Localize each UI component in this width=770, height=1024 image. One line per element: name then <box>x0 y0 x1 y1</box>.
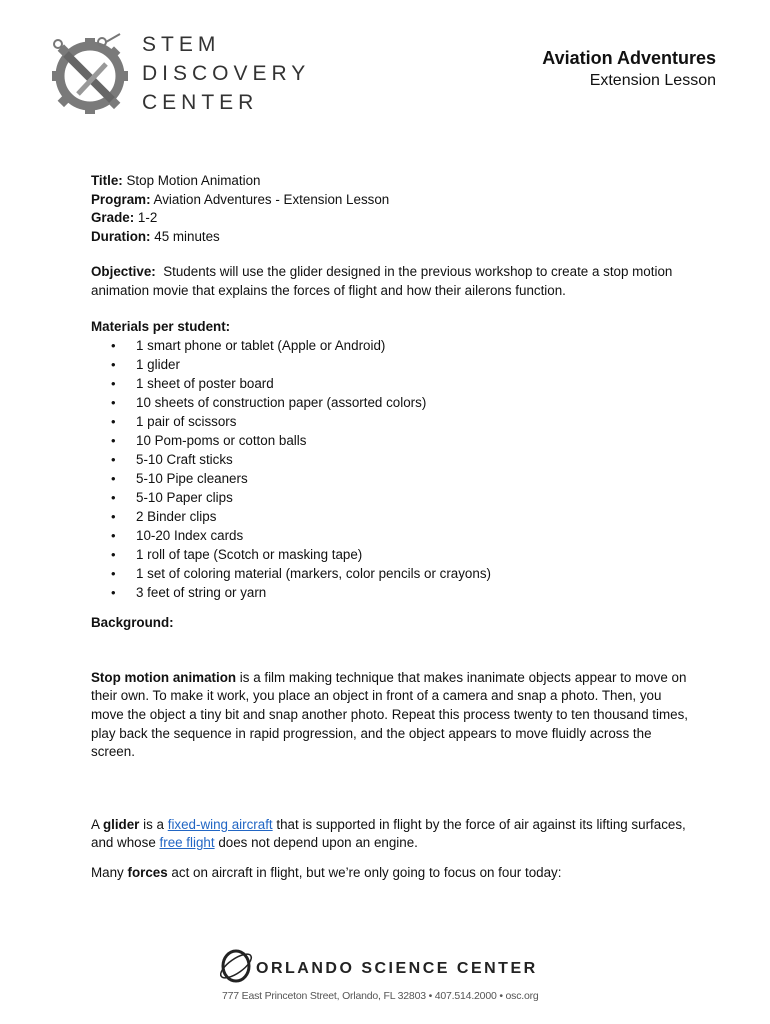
logo-text <box>142 30 310 117</box>
list-item: • 1 sheet of poster board <box>91 374 691 393</box>
list-item: • 3 feet of string or yarn <box>91 583 691 602</box>
list-item: • 1 smart phone or tablet (Apple or Android) <box>91 336 691 355</box>
document-title: Aviation Adventures <box>542 48 716 68</box>
glider-term: glider <box>102 816 140 832</box>
logo-line-stem: STEM <box>142 33 221 56</box>
stop-motion-paragraph <box>91 669 691 762</box>
lesson-content <box>91 172 691 883</box>
free-flight-link[interactable]: free flight <box>159 835 215 851</box>
logo-line-discovery: DISCOVERY <box>142 62 311 85</box>
logo-line-center: CENTER <box>142 91 259 114</box>
meta-program-label: Program: <box>91 191 151 207</box>
document-subtitle: Extension Lesson <box>589 72 716 89</box>
glider-middle-text: that is supported in flight by the force of air against its lifting surfaces, and whose <box>91 816 686 851</box>
materials-list <box>91 336 691 602</box>
meta-duration-value: 45 minutes <box>154 228 220 244</box>
footer <box>216 946 556 1006</box>
list-item: • 1 glider <box>91 355 691 374</box>
list-item: • 2 Binder clips <box>91 507 691 526</box>
fixed-wing-aircraft-link[interactable]: fixed-wing aircraft <box>167 816 273 832</box>
meta-program-value: Aviation Adventures - Extension Lesson <box>153 191 390 207</box>
stem-discovery-center-logo <box>44 24 311 114</box>
stop-motion-text: is a film making technique that makes inanimate objects appear to move on their own. To make it work, you place an object in front of a camera and snap a photo. Then, you move the object a tiny bit and snap another photo. Repeat this process twenty to ten thousand times, play back the sequence in rapid progression, and the object appears to move fluidly across the screen. <box>91 669 688 760</box>
list-item: • 10-20 Index cards <box>91 526 691 545</box>
footer-org-name: ORLANDO SCIENCE CENTER <box>256 960 538 977</box>
objective-label: Objective: <box>91 264 156 280</box>
list-item: • 1 roll of tape (Scotch or masking tape) <box>91 545 691 564</box>
forces-paragraph <box>91 864 691 883</box>
gear-icon <box>44 24 134 114</box>
forces-term: forces <box>127 864 168 880</box>
footer-address: 777 East Princeton Street, Orlando, FL 32803 • 407.514.2000 • osc.org <box>222 990 539 1002</box>
meta-title <box>91 172 691 191</box>
meta-duration-label: Duration: <box>91 228 151 244</box>
glider-article: A <box>91 816 100 832</box>
materials-heading: Materials per student: <box>91 318 231 334</box>
glider-is-a: is a <box>143 816 164 832</box>
list-item: • 10 sheets of construction paper (assorted colors) <box>91 393 691 412</box>
stop-motion-term: Stop motion animation <box>91 669 237 685</box>
glider-end-text: does not depend upon an engine. <box>218 835 418 851</box>
document-header <box>542 46 716 92</box>
list-item: • 10 Pom-poms or cotton balls <box>91 431 691 450</box>
list-item: • 1 set of coloring material (markers, color pencils or crayons) <box>91 564 691 583</box>
forces-start: Many <box>91 864 124 880</box>
list-item: • 1 pair of scissors <box>91 412 691 431</box>
meta-grade-value: 1-2 <box>137 210 158 226</box>
meta-grade-label: Grade: <box>91 210 135 226</box>
meta-title-label: Title: <box>91 173 123 188</box>
forces-end: act on aircraft in flight, but we’re only going to focus on four today: <box>171 864 562 880</box>
meta-grade <box>91 209 691 228</box>
meta-duration <box>91 228 691 247</box>
list-item: • 5-10 Pipe cleaners <box>91 469 691 488</box>
background-heading: Background: <box>91 615 174 631</box>
objective-paragraph <box>91 263 691 300</box>
list-item: • 5-10 Paper clips <box>91 488 691 507</box>
meta-program <box>91 191 691 210</box>
meta-title-value: Stop Motion Animation <box>126 173 261 188</box>
orbit-logo-icon <box>216 946 256 986</box>
glider-paragraph <box>91 816 691 853</box>
list-item: • 5-10 Craft sticks <box>91 450 691 469</box>
objective-text: Students will use the glider designed in the previous workshop to create a stop motion animation movie that explains the forces of flight and how their ailerons function. <box>91 264 673 298</box>
